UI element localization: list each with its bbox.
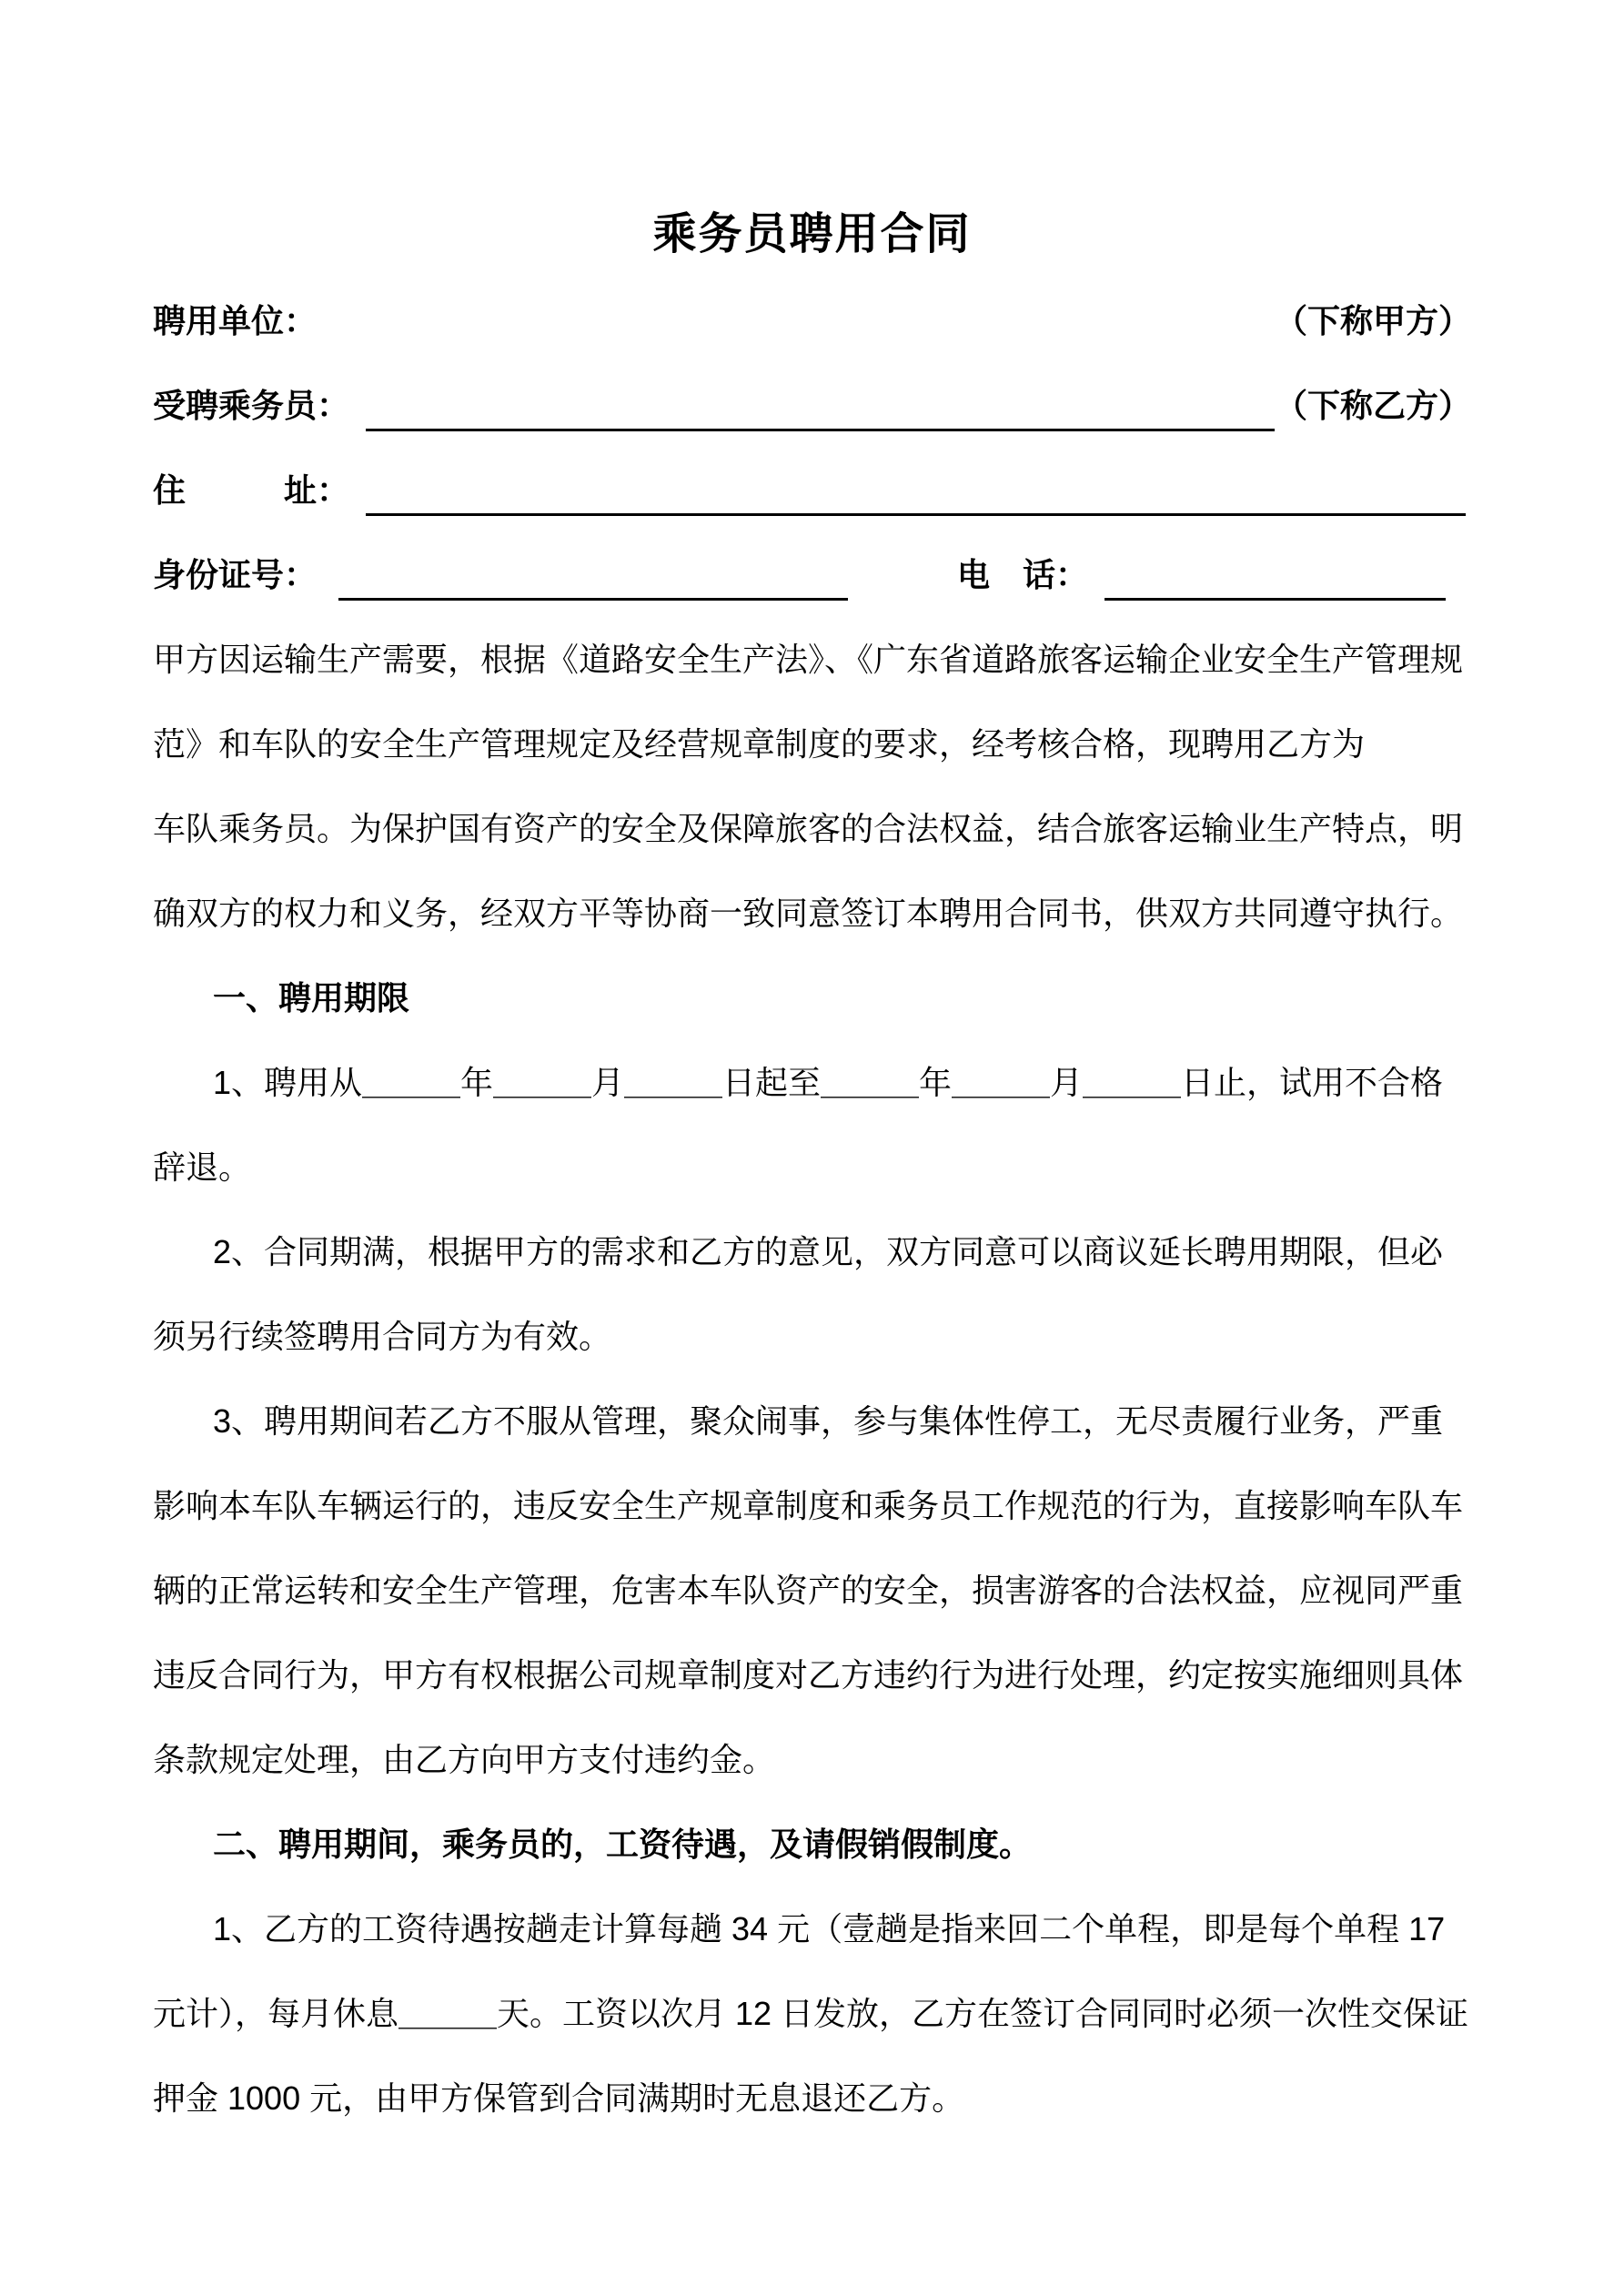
text-line: 3、聘用期间若乙方不服从管理，聚众闹事，参与集体性停工，无尽责履行业务，严重 [213, 1402, 1444, 1440]
contract-body [153, 617, 1471, 2140]
text-line: 押金 1000 元，由甲方保管到合同满期时无息退还乙方。 [153, 2079, 965, 2117]
text-line: 1、聘用从＿＿＿年＿＿＿月＿＿＿日起至＿＿＿年＿＿＿月＿＿＿日止，试用不合格辞退。 [153, 1064, 1444, 1186]
id-number-blank [338, 551, 848, 601]
text-line: 影响本车队车辆运行的，违反安全生产规章制度和乘务员工作规范的行为，直接影响车队车 [153, 1487, 1464, 1524]
text-line: 甲方因运输生产需要，根据《道路安全生产法》、《广东省道路旅客运输企业安全生产管理规 [153, 641, 1464, 678]
text-line: 须另行续签聘用合同方为有效。 [153, 1318, 612, 1355]
text-line: 二、聘用期间，乘务员的，工资待遇，及请假销假制度。 [213, 1826, 1033, 1863]
text-line: 车队乘务员。为保护国有资产的安全及保障旅客的合法权益，结合旅客运输业生产特点，明 [153, 810, 1464, 847]
text-line: 元计），每月休息＿＿＿天。工资以次月 12 日发放，乙方在签订合同同时必须一次性交保证 [153, 1995, 1469, 2032]
form-row-address [153, 448, 1471, 532]
employee-name-blank [366, 381, 1275, 431]
address-label: 住 址： [153, 471, 350, 509]
form-row-employer [153, 278, 1471, 363]
text-line: 2、合同期满，根据甲方的需求和乙方的意见，双方同意可以商议延长聘用期限，但必 [213, 1233, 1444, 1270]
text-line: 一、聘用期限 [213, 979, 410, 1017]
form-row-employee [153, 363, 1471, 448]
phone-label: 电 话： [957, 556, 1089, 593]
text-line: 范》和车队的安全生产管理规定及经营规章制度的要求，经考核合格，现聘用乙方为 [153, 725, 1366, 763]
party-a-note: （下称甲方） [1274, 302, 1471, 339]
id-number-label: 身份证号： [153, 556, 318, 593]
phone-blank [1105, 551, 1446, 601]
party-b-note: （下称乙方） [1274, 387, 1471, 424]
document-title: 乘务员聘用合同 [652, 210, 972, 258]
text-line: 条款规定处理，由乙方向甲方支付违约金。 [153, 1741, 776, 1778]
form-row-id-phone [153, 532, 1471, 617]
text-line: 确双方的权力和义务，经双方平等协商一致同意签订本聘用合同书，供双方共同遵守执行。 [153, 895, 1464, 932]
text-line: 1、乙方的工资待遇按趟走计算每趟 34 元（壹趟是指来回二个单程，即是每个单程 17 [213, 1910, 1446, 1947]
text-line: 辆的正常运转和安全生产管理，危害本车队资产的安全，损害游客的合法权益，应视同严重 [153, 1572, 1464, 1609]
employee-label: 受聘乘务员： [153, 387, 350, 424]
employer-label: 聘用单位： [153, 302, 318, 339]
address-blank [366, 466, 1466, 516]
text-line: 违反合同行为，甲方有权根据公司规章制度对乙方违约行为进行处理，约定按实施细则具体 [153, 1656, 1464, 1694]
